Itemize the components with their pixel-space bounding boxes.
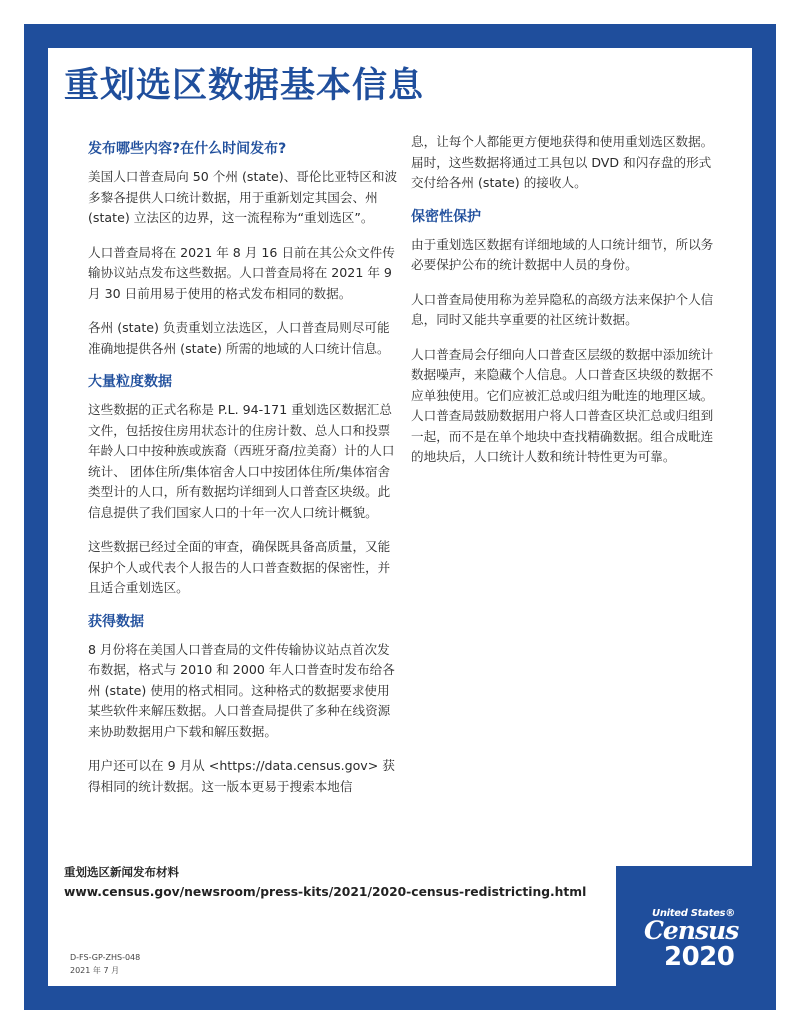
paragraph: 8 月份将在美国人口普查局的文件传输协议站点首次发布数据，格式与 2010 和 2000 年人口普查时发布给各州 (state) 使用的格式相同。这种格式的数据要求使用某些软件来解压数据。人口普查局提供了多种在线资源来协助数据用户下载和解压数据。 [88, 641, 395, 739]
page-title: 重划选区数据基本信息 [64, 66, 425, 106]
paragraph: 用户还可以在 9 月从 <https://data.census.gov> 获得相同的统计数据。这一版本更易于搜索本地信 [88, 758, 395, 794]
document-id: D-FS-GP-ZHS-048 [70, 953, 141, 962]
paragraph: 这些数据的正式名称是 P.L. 94-171 重划选区数据汇总文件，包括按住房用状态计的住房计数、总人口和投票年龄人口中按种族或族裔（西班牙裔/拉美裔）计的人口统计、 团体住所/集体宿舍人口中按团体住所/集体宿舍类型计的人口，所有数据均详细到人口普查区块级。此信息提供了我们国家人口的十年一次人口统计概貌。 [88, 402, 395, 520]
paragraph: 美国人口普查局向 50 个州 (state)、哥伦比亚特区和波多黎各提供人口统计数据，用于重新划定其国会、州 (state) 立法区的边界，这一流程称为“重划选区”。 [88, 169, 398, 225]
section-heading: 保密性保护 [411, 208, 481, 225]
document-date: 2021 年 7 月 [70, 966, 120, 975]
section-heading: 获得数据 [88, 613, 144, 630]
paragraph: 人口普查局将在 2021 年 8 月 16 日前在其公众文件传输协议站点发布这些数据。人口普查局将在 2021 年 9 月 30 日前用易于使用的格式发布相同的数据。 [88, 244, 395, 301]
section-what-when [88, 140, 400, 359]
logo-year: 2020 [664, 942, 735, 972]
section-privacy [411, 208, 721, 468]
paragraph: 人口普查局使用称为差异隐私的高级方法来保护个人信息，同时又能共享重要的社区统计数据。 [411, 291, 714, 327]
logo-census: Census [644, 916, 739, 945]
paragraph: 由于重划选区数据有详细地域的人口统计细节，所以务必要保护公布的统计数据中人员的身份。 [411, 236, 714, 272]
section-granular-data [88, 373, 400, 599]
paragraph: 各州 (state) 负责重划立法选区，人口普查局则尽可能准确地提供各州 (state) 所需的地域的人口统计信息。 [88, 320, 390, 356]
footer-label: 重划选区新闻发布材料 [64, 865, 179, 879]
logo-united-states: United States® [652, 908, 735, 919]
census-2020-logo [616, 866, 752, 986]
right-column [411, 132, 721, 482]
paragraph: 这些数据已经过全面的审查，确保既具备高质量，又能保护个人或代表个人报告的人口普查数据的保密性，并且适合重划选区。 [88, 539, 391, 595]
section-heading: 发布哪些内容?在什么时间发布? [88, 141, 287, 157]
paragraph-continued: 息，让每个人都能更方便地获得和使用重划选区数据。届时，这些数据将通过工具包以 DVD 和闪存盘的形式交付给各州 (state) 的接收人。 [411, 134, 714, 190]
press-kit-link[interactable]: www.census.gov/newsroom/press-kits/2021/2020-census-redistricting.html [64, 885, 587, 899]
section-get-data [88, 613, 400, 798]
left-column [88, 140, 400, 811]
section-heading: 大量粒度数据 [88, 374, 172, 390]
paragraph: 人口普查局会仔细向人口普查区层级的数据中添加统计数据噪声，来隐藏个人信息。人口普查区块级的数据不应单独使用。它们应被汇总或归组为毗连的地理区域。人口普查局鼓励数据用户将人口普查区块汇总或归组到一起，而不是在单个地块中查找精确数据。组合成毗连的地块后，人口统计人数和统计特性更为可靠。 [411, 346, 714, 464]
